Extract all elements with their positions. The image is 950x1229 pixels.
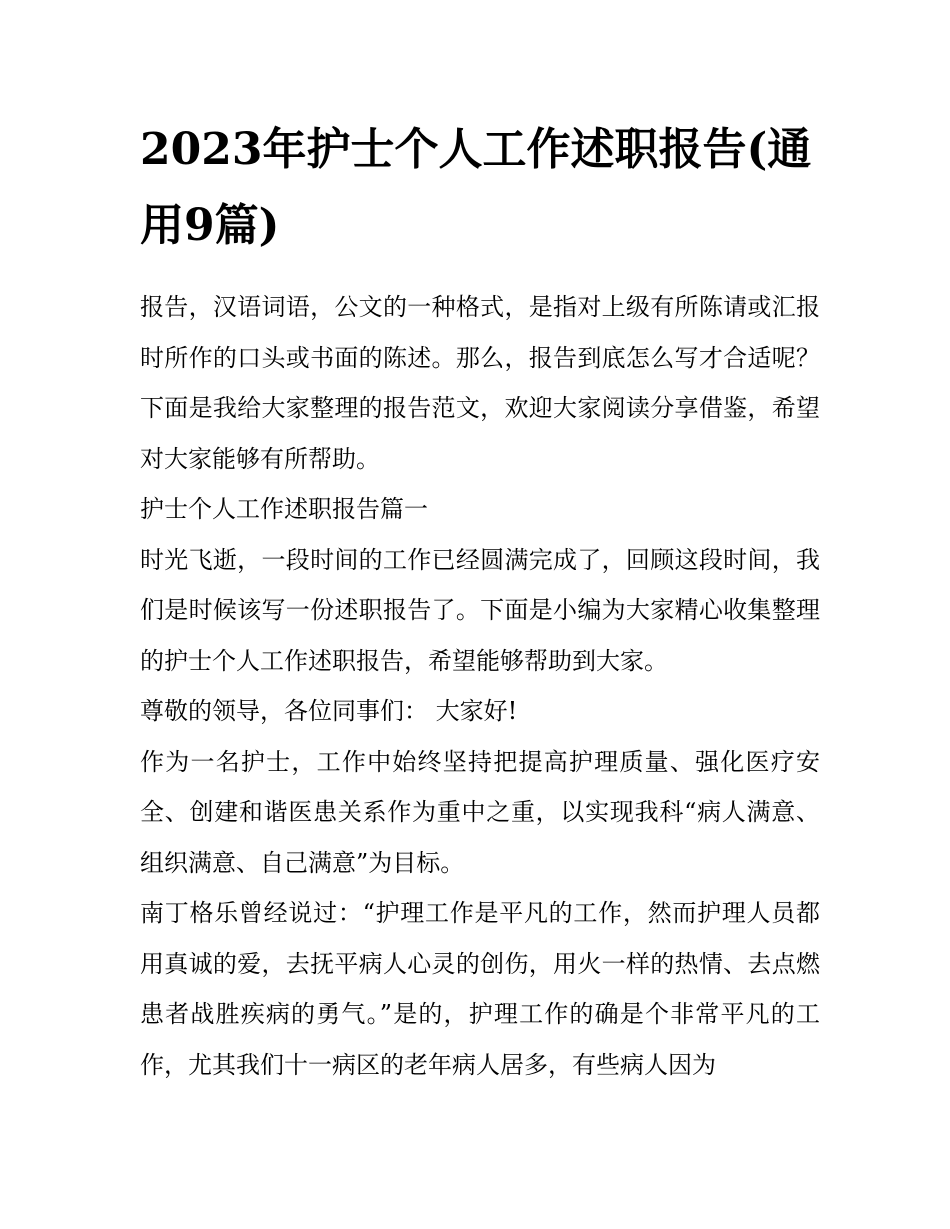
section-heading: 护士个人工作述职报告篇一 bbox=[140, 495, 428, 523]
intro-paragraph: 报告，汉语词语，公文的一种格式，是指对上级有所陈请或汇报时所作的口头或书面的陈述。那么，报告到底怎么写才合适呢？下面是我给大家整理的报告范文，欢迎大家阅读分享借鉴，希望对大家能够有所帮助。 bbox=[140, 293, 820, 473]
body-paragraph: 南丁格乐曾经说过：“护理工作是平凡的工作，然而护理人员都用真诚的爱，去抚平病人心灵的创伤，用火一样的热情、去点燃患者战胜疾病的勇气。”是的，护理工作的确是个非常平凡的工作，尤其我们十一病区的老年病人居多，有些病人因为 bbox=[140, 899, 820, 1079]
greeting-paragraph: 尊敬的领导，各位同事们： 大家好! bbox=[140, 697, 518, 725]
body-paragraph: 时光飞逝，一段时间的工作已经圆满完成了，回顾这段时间，我们是时候该写一份述职报告了。下面是小编为大家精心收集整理的护士个人工作述职报告，希望能够帮助到大家。 bbox=[140, 545, 820, 675]
body-paragraph: 作为一名护士，工作中始终坚持把提高护理质量、强化医疗安全、创建和谐医患关系作为重中之重，以实现我科“病人满意、组织满意、自己满意”为目标。 bbox=[140, 747, 820, 877]
document-title: 2023年护士个人工作述职报告(通用9篇) bbox=[140, 124, 812, 251]
document-body bbox=[140, 112, 820, 1090]
